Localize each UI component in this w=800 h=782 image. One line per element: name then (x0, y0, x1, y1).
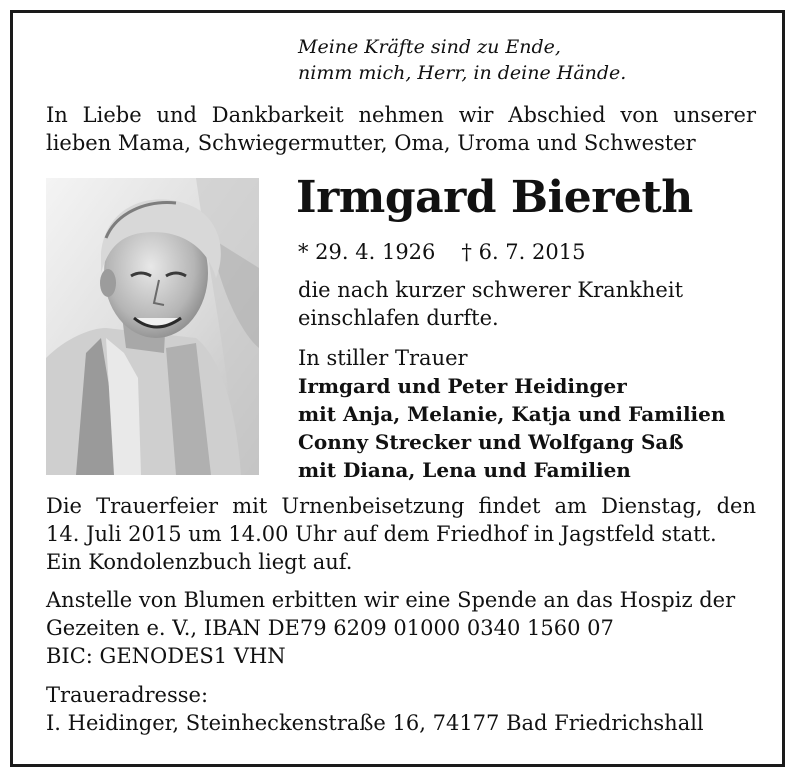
mourners-block (298, 344, 725, 484)
intro-line: In Liebe und Dankbarkeit nehmen wir Abschied von unserer (46, 103, 756, 127)
donation-line: Gezeiten e. V., IBAN DE79 6209 01000 0340 1560 07 (46, 616, 614, 640)
birth-date: * 29. 4. 1926 (298, 240, 436, 264)
address-label: Traueradresse: (46, 683, 209, 707)
mourner-name: Irmgard und Peter Heidinger (298, 374, 627, 398)
death-date: † 6. 7. 2015 (461, 240, 586, 264)
portrait-photo (46, 178, 259, 475)
death-description (298, 276, 683, 332)
donation-line: Anstelle von Blumen erbitten wir eine Spende an das Hospiz der (46, 588, 736, 612)
mourner-name: mit Diana, Lena und Familien (298, 458, 631, 482)
address-value: I. Heidinger, Steinheckenstraße 16, 74177 Bad Friedrichshall (46, 711, 704, 735)
motto-line: Meine Kräfte sind zu Ende, (298, 36, 561, 58)
motto-line: nimm mich, Herr, in deine Hände. (298, 62, 627, 84)
intro-text (46, 101, 756, 157)
mourning-intro: In stiller Trauer (298, 346, 468, 370)
description-line: die nach kurzer schwerer Krankheit (298, 278, 684, 302)
funeral-line: 14. Juli 2015 um 14.00 Uhr auf dem Friedhof in Jagstfeld statt. (46, 522, 717, 546)
mourner-name: mit Anja, Melanie, Katja und Familien (298, 402, 726, 426)
funeral-info (46, 492, 756, 576)
donation-info (46, 586, 756, 670)
motto-verse (298, 34, 626, 86)
funeral-line: Ein Kondolenzbuch liegt auf. (46, 550, 353, 574)
address-block (46, 681, 756, 737)
intro-line: lieben Mama, Schwiegermutter, Oma, Uroma und Schwester (46, 131, 696, 155)
life-dates (298, 238, 585, 266)
mourner-name: Conny Strecker und Wolfgang Saß (298, 430, 684, 454)
funeral-line: Die Trauerfeier mit Urnenbeisetzung findet am Dienstag, den (46, 494, 756, 518)
donation-line: BIC: GENODES1 VHN (46, 644, 286, 668)
deceased-name: Irmgard Biereth (296, 172, 693, 223)
description-line: einschlafen durfte. (298, 306, 499, 330)
